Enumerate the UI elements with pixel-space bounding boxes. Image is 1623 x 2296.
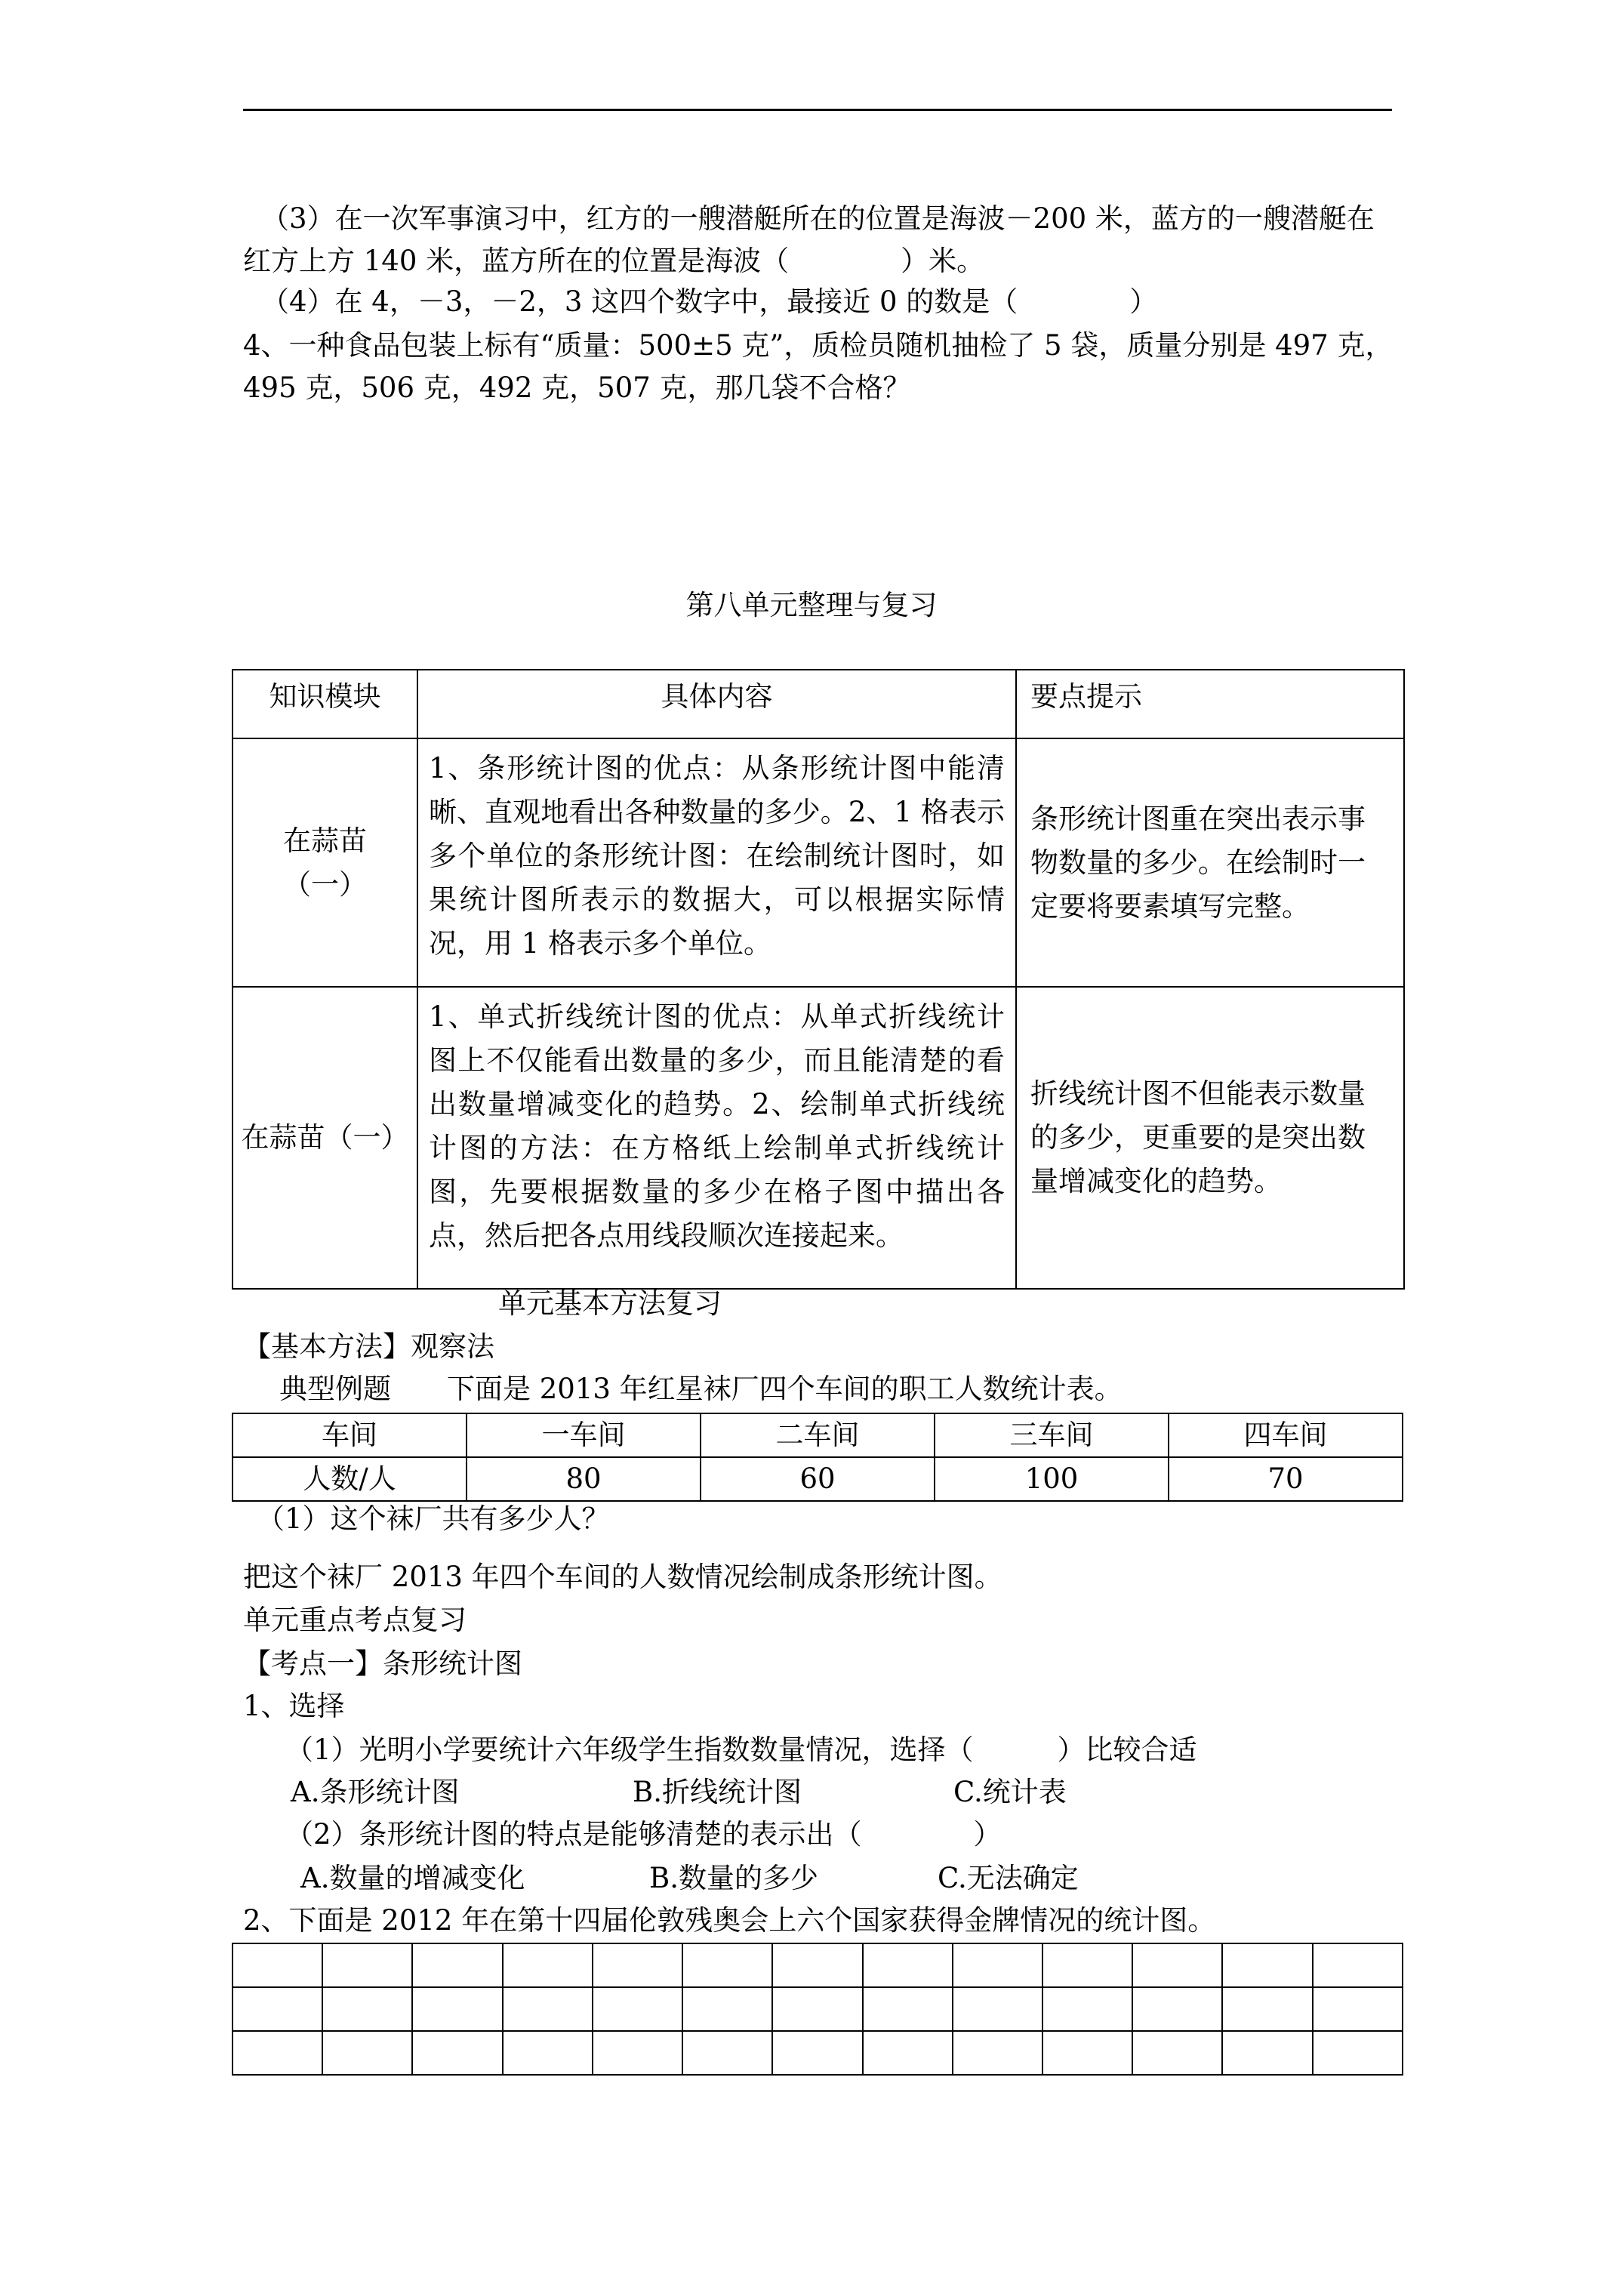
module-line2: （一） [283, 868, 367, 901]
grid-cell [412, 2031, 502, 2075]
grid-row [233, 1987, 1403, 2031]
grid-cell [593, 1987, 682, 2031]
grid-cell [503, 1987, 593, 2031]
grid-cell [682, 1987, 772, 2031]
basic-method: 【基本方法】观察法 [243, 1330, 494, 1363]
grid-cell [322, 1943, 412, 1987]
worker-cell: 60 [701, 1457, 935, 1501]
p4-line1: 4、一种食品包装上标有“质量：500±5 克”，质检员随机抽检了 5 袋，质量分别是 497 克， [243, 329, 1394, 362]
grid-cell [412, 1943, 502, 1987]
grid-cell [1222, 1943, 1312, 1987]
grid-cell [503, 2031, 593, 2075]
grid-cell [322, 1987, 412, 2031]
worker-data-row [233, 1457, 1403, 1501]
grid-cell [1132, 1943, 1222, 1987]
grid-row [233, 1943, 1403, 1987]
worker-cell: 车间 [233, 1413, 467, 1457]
focus-point: 【考点一】条形统计图 [243, 1647, 522, 1680]
problem2: 2、下面是 2012 年在第十四届伦敦残奥会上六个国家获得金牌情况的统计图。 [243, 1904, 1216, 1937]
grid-cell [1042, 2031, 1132, 2075]
module-cell: 在蒜苗（一） [233, 987, 417, 1289]
choice1-option-c: C.统计表 [953, 1776, 1067, 1808]
choice1-question: （1）光明小学要统计六年级学生指数数量情况，选择（ ）比较合适 [285, 1734, 1197, 1766]
grid-cell [772, 2031, 862, 2075]
header-hint: 要点提示 [1016, 670, 1404, 738]
grid-cell [953, 2031, 1042, 2075]
grid-cell [953, 1987, 1042, 2031]
hint-cell: 折线统计图不但能表示数量的多少，更重要的是突出数量增减变化的趋势。 [1016, 987, 1404, 1289]
grid-cell [1132, 2031, 1222, 2075]
method-title: 单元基本方法复习 [498, 1287, 722, 1320]
worker-cell: 三车间 [935, 1413, 1169, 1457]
q4-line: （4）在 4，－3，－2，3 这四个数字中，最接近 0 的数是（ ） [261, 285, 1158, 318]
knowledge-row [233, 738, 1404, 987]
grid-cell [682, 1943, 772, 1987]
grid-cell [1313, 1987, 1403, 2031]
choice2-question: （2）条形统计图的特点是能够清楚的表示出（ ） [285, 1818, 1002, 1851]
choice1-option-b: B.折线统计图 [633, 1776, 802, 1808]
grid-cell [953, 1943, 1042, 1987]
content-cell: 1、单式折线统计图的优点：从单式折线统计图上不仅能看出数量的多少，而且能清楚的看出数量增减变化的趋势。2、绘制单式折线统计图的方法：在方格纸上绘制单式折线统计图，先要根据数量的多少在格子图中描出各点，然后把各点用线段顺次连接起来。 [417, 987, 1016, 1289]
worker-cell: 一车间 [467, 1413, 701, 1457]
grid-cell [593, 1943, 682, 1987]
worker-table [232, 1413, 1403, 1502]
blank-grid [232, 1943, 1403, 2076]
worker-cell: 80 [467, 1457, 701, 1501]
grid-cell [1132, 1987, 1222, 2031]
choice1-option-a: A.条形统计图 [291, 1776, 460, 1808]
choice2-option-a: A.数量的增减变化 [300, 1862, 525, 1894]
hint-cell: 条形统计图重在突出表示事物数量的多少。在绘制时一定要将要素填写完整。 [1016, 738, 1404, 987]
grid-cell [863, 2031, 953, 2075]
grid-cell [322, 2031, 412, 2075]
choose-title: 1、选择 [243, 1690, 345, 1722]
knowledge-row [233, 987, 1404, 1289]
header-content: 具体内容 [417, 670, 1016, 738]
module-line1: 在蒜苗 [283, 824, 367, 857]
worker-cell: 二车间 [701, 1413, 935, 1457]
p4-line2: 495 克，506 克，492 克，507 克，那几袋不合格？ [243, 371, 911, 404]
grid-cell [1313, 1943, 1403, 1987]
choice2-option-b: B.数量的多少 [649, 1862, 818, 1894]
grid-cell [1222, 1987, 1312, 2031]
worker-cell: 70 [1169, 1457, 1403, 1501]
worker-cell: 四车间 [1169, 1413, 1403, 1457]
choice2-option-c: C.无法确定 [938, 1862, 1079, 1894]
section-title: 第八单元整理与复习 [685, 589, 938, 621]
grid-cell [1042, 1987, 1132, 2031]
question-total: （1）这个袜厂共有多少人？ [257, 1502, 610, 1535]
worker-header-row [233, 1413, 1403, 1457]
grid-cell [1222, 2031, 1312, 2075]
grid-cell [1313, 2031, 1403, 2075]
grid-cell [503, 1943, 593, 1987]
grid-cell [772, 1943, 862, 1987]
worker-cell: 100 [935, 1457, 1169, 1501]
header-module: 知识模块 [233, 670, 417, 738]
grid-cell [863, 1943, 953, 1987]
example-intro: 典型例题 下面是 2013 年红星袜厂四个车间的职工人数统计表。 [279, 1373, 1123, 1405]
grid-cell [233, 1943, 322, 1987]
grid-cell [863, 1987, 953, 2031]
header-rule [243, 109, 1392, 111]
q3-line2: 红方上方 140 米，蓝方所在的位置是海波（ ）米。 [243, 245, 985, 277]
module-cell [233, 738, 417, 987]
grid-cell [1042, 1943, 1132, 1987]
grid-cell [233, 1987, 322, 2031]
focus-title: 单元重点考点复习 [243, 1604, 467, 1636]
worker-cell: 人数/人 [233, 1457, 467, 1501]
grid-row [233, 2031, 1403, 2075]
grid-cell [772, 1987, 862, 2031]
grid-cell [682, 2031, 772, 2075]
question-draw: 把这个袜厂 2013 年四个车间的人数情况绘制成条形统计图。 [243, 1561, 1002, 1593]
q3-line1: （3）在一次军事演习中，红方的一艘潜艇所在的位置是海波－200 米，蓝方的一艘潜艇在 [261, 202, 1375, 235]
knowledge-table [232, 669, 1405, 1290]
grid-cell [233, 2031, 322, 2075]
grid-cell [412, 1987, 502, 2031]
content-cell: 1、条形统计图的优点：从条形统计图中能清晰、直观地看出各种数量的多少。2、1 格表示多个单位的条形统计图：在绘制统计图时，如果统计图所表示的数据大，可以根据实际情况，用 1 格表示多个单位。 [417, 738, 1016, 987]
knowledge-header-row [233, 670, 1404, 738]
grid-cell [593, 2031, 682, 2075]
